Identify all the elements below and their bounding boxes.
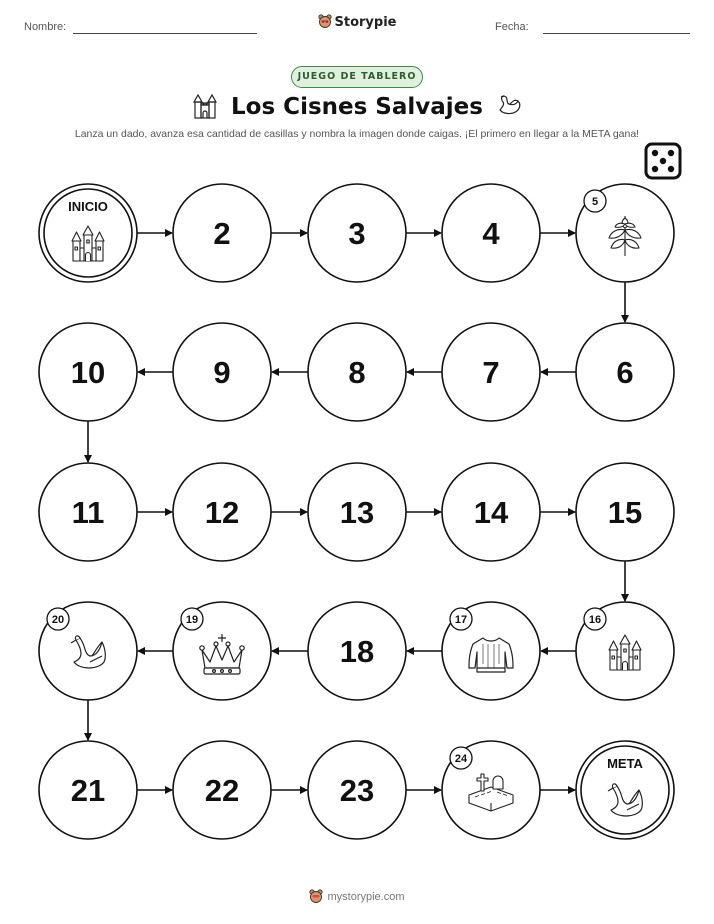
board-space-3 bbox=[308, 184, 406, 282]
category-badge: JUEGO DE TABLERO bbox=[291, 66, 423, 88]
board-space-5 bbox=[576, 184, 674, 282]
space-number: 8 bbox=[348, 355, 366, 390]
space-number: 19 bbox=[185, 614, 199, 626]
space-number: 22 bbox=[204, 773, 240, 808]
board-space-2 bbox=[173, 184, 271, 282]
board-space-13 bbox=[308, 463, 406, 561]
space-number: 23 bbox=[339, 773, 375, 808]
footer bbox=[0, 889, 714, 903]
space-number: 14 bbox=[473, 495, 509, 530]
board-space-24 bbox=[442, 741, 540, 839]
board-space-4 bbox=[442, 184, 540, 282]
board-space-17 bbox=[442, 602, 540, 700]
board-space-23 bbox=[308, 741, 406, 839]
footer-url[interactable]: mystorypie.com bbox=[327, 891, 405, 903]
board-space-15 bbox=[576, 463, 674, 561]
space-number: 20 bbox=[51, 614, 65, 626]
board-space-12 bbox=[173, 463, 271, 561]
space-number: 15 bbox=[607, 495, 643, 530]
date-label: Fecha: bbox=[495, 21, 529, 33]
space-number: 17 bbox=[454, 614, 468, 626]
board-spaces bbox=[39, 184, 674, 839]
board-space-19 bbox=[173, 602, 271, 700]
name-label: Nombre: bbox=[24, 21, 67, 33]
sweater-icon bbox=[469, 638, 513, 672]
board-space-25 bbox=[576, 741, 674, 839]
board-space-18 bbox=[308, 602, 406, 700]
space-number: 4 bbox=[482, 216, 500, 251]
space-number: 11 bbox=[71, 495, 105, 530]
board-space-8 bbox=[308, 323, 406, 421]
board-space-14 bbox=[442, 463, 540, 561]
title-text: Los Cisnes Salvajes bbox=[231, 94, 483, 120]
space-number: 12 bbox=[204, 495, 240, 530]
board-space-9 bbox=[173, 323, 271, 421]
board-space-11 bbox=[39, 463, 137, 561]
bear-mascot-icon bbox=[309, 889, 323, 903]
board-space-21 bbox=[39, 741, 137, 839]
space-number: 10 bbox=[70, 355, 106, 390]
board-space-7 bbox=[442, 323, 540, 421]
space-number: 18 bbox=[339, 634, 375, 669]
space-label: META bbox=[607, 756, 643, 771]
space-number: 24 bbox=[454, 753, 468, 765]
board-space-1 bbox=[39, 184, 137, 282]
board-space-6 bbox=[576, 323, 674, 421]
space-number: 16 bbox=[588, 614, 602, 626]
space-number: 21 bbox=[70, 773, 106, 808]
space-number: 7 bbox=[482, 355, 500, 390]
space-label: INICIO bbox=[68, 199, 108, 214]
space-number: 2 bbox=[213, 216, 231, 251]
board-space-16 bbox=[576, 602, 674, 700]
board-space-20 bbox=[39, 602, 137, 700]
instructions: Lanza un dado, avanza esa cantidad de casillas y nombra la imagen donde caigas. ¡El primero en llegar a la META gana! bbox=[74, 128, 640, 140]
space-number: 3 bbox=[348, 216, 366, 251]
space-number: 9 bbox=[213, 355, 231, 390]
space-number: 13 bbox=[339, 495, 375, 530]
space-number: 5 bbox=[591, 196, 599, 208]
space-number: 6 bbox=[616, 355, 634, 390]
brand-name: Storypie bbox=[334, 15, 397, 30]
board-space-10 bbox=[39, 323, 137, 421]
board-space-22 bbox=[173, 741, 271, 839]
